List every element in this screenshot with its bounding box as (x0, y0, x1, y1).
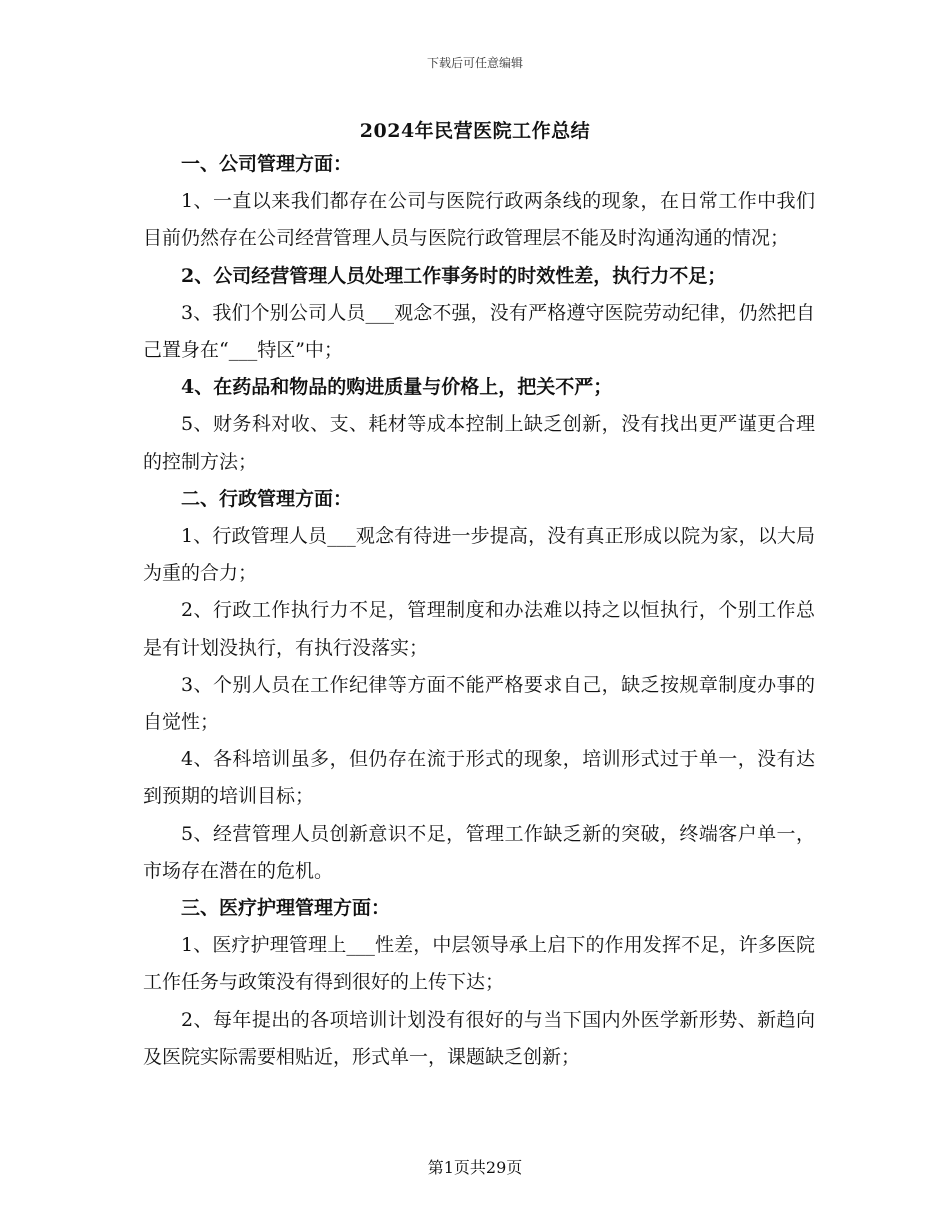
paragraph: 2、行政工作执行力不足，管理制度和办法难以持之以恒执行，个别工作总是有计划没执行，有执行没落实； (143, 599, 815, 659)
header-note: 下载后可任意编辑 (426, 56, 523, 70)
paragraph: 1、医疗护理管理上___性差，中层领导承上启下的作用发挥不足，许多医院工作任务与政策没有得到很好的上传下达； (143, 934, 815, 994)
paragraph: 5、经营管理人员创新意识不足，管理工作缺乏新的突破，终端客户单一，市场存在潜在的危机。 (143, 822, 815, 882)
paragraph: 1、一直以来我们都存在公司与医院行政两条线的现象，在日常工作中我们目前仍然存在公司经营管理人员与医院行政管理层不能及时沟通沟通的情况； (143, 190, 815, 250)
document-title: 2024年民营医院工作总结 (359, 120, 591, 142)
paragraph: 4、各科培训虽多，但仍存在流于形式的现象，培训形式过于单一，没有达到预期的培训目标； (143, 748, 815, 808)
paragraph: 5、财务科对收、支、耗材等成本控制上缺乏创新，没有找出更严谨更合理的控制方法； (143, 413, 815, 473)
section-heading-medical: 三、医疗护理管理方面： (181, 897, 391, 920)
paragraph-bold: 4、在药品和物品的购进质量与价格上，把关不严； (181, 376, 613, 399)
paragraph: 3、我们个别公司人员___观念不强，没有严格遵守医院劳动纪律，仍然把自己置身在“___特区”中； (143, 301, 815, 362)
paragraph-bold: 2、公司经营管理人员处理工作事务时的时效性差，执行力不足； (181, 264, 727, 287)
paragraph: 1、行政管理人员___观念有待进一步提高，没有真正形成以院为家，以大局为重的合力； (143, 525, 815, 585)
section-heading-admin: 二、行政管理方面： (181, 487, 353, 510)
paragraph: 3、个别人员在工作纪律等方面不能严格要求自己，缺乏按规章制度办事的自觉性； (143, 673, 815, 734)
section-heading-company: 一、公司管理方面： (181, 153, 353, 175)
paragraph: 2、每年提出的各项培训计划没有很好的与当下国内外医学新形势、新趋向及医院实际需要相贴近，形式单一，课题缺乏创新； (143, 1008, 815, 1068)
page-number-footer: 第1页共29页 (427, 1158, 523, 1177)
document-body (143, 146, 815, 1076)
